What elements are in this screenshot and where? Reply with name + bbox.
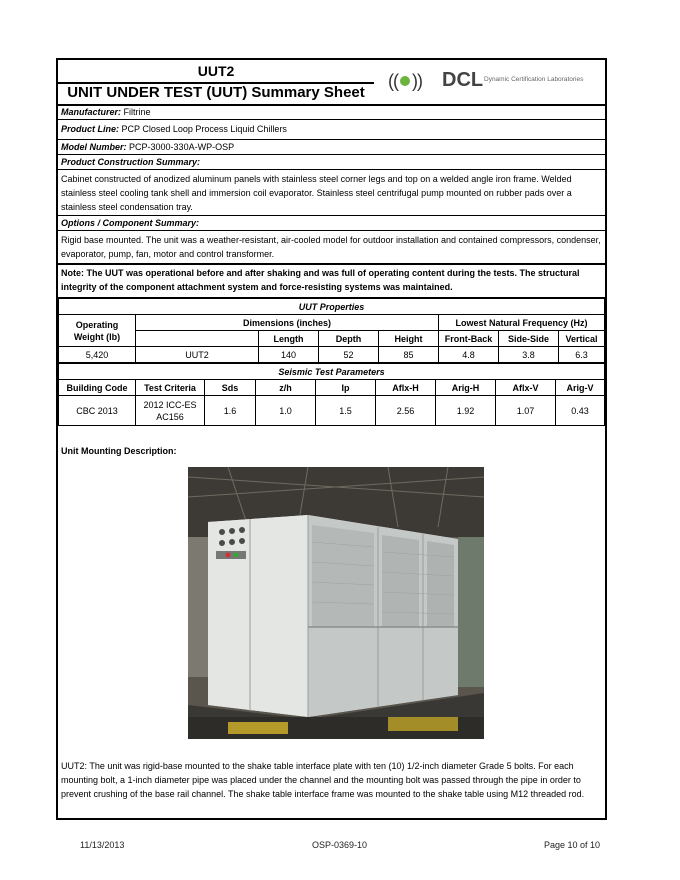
seismic-header-cell: z/h	[256, 380, 316, 396]
manufacturer-label: Manufacturer:	[61, 107, 122, 117]
dcl-logo-icon: (( ))	[388, 71, 422, 91]
uut-properties-title: UUT Properties	[59, 298, 605, 315]
seismic-value-cell: CBC 2013	[59, 396, 136, 426]
front-back-header: Front-Back	[439, 331, 499, 347]
seismic-header-cell: Building Code	[59, 380, 136, 396]
seismic-header-cell: Aflx-H	[376, 380, 436, 396]
frequency-header: Lowest Natural Frequency (Hz)	[439, 315, 605, 331]
front-back-value: 4.8	[439, 347, 499, 363]
dimensions-header: Dimensions (inches)	[136, 315, 439, 331]
model-value: PCP-3000-330A-WP-OSP	[129, 142, 235, 152]
vertical-header: Vertical	[559, 331, 605, 347]
manufacturer-row	[58, 104, 605, 119]
seismic-value-cell: 0.43	[556, 396, 605, 426]
logo-full-name: Dynamic Certification Laboratories	[484, 76, 584, 83]
logo-brand: DCL	[442, 69, 484, 91]
dimensions-blank-cell	[136, 331, 259, 347]
operating-weight-header: Operating Weight (lb)	[59, 315, 136, 347]
product-line-value: PCP Closed Loop Process Liquid Chillers	[121, 124, 287, 134]
summary-sheet	[56, 58, 607, 820]
construction-text: Cabinet constructed of anodized aluminum panels with stainless steel corner legs and top on a welded angle iron frame. Welded stainless steel cooling tank shell and immersion coil evaporator. Stainless steel centrifugal pump mounted on rubber pads over a stainless steel condensation tray.	[61, 174, 572, 212]
seismic-header-cell: Arig-V	[556, 380, 605, 396]
mounting-description: UUT2: The unit was rigid-base mounted to the shake table interface plate with ten (10) 1/2-inch diameter Grade 5 bolts. For each mounting bolt, a 1-inch diameter pipe was placed under the channel and the mounting bolt was passed through the pipe in order to prevent crushing of the base rail channel. The shake table interface frame was mounted to the shake table using M12 threaded rod.	[61, 761, 585, 799]
unit-value: UUT2	[136, 347, 259, 363]
seismic-parameters-table	[58, 363, 605, 426]
manufacturer-value: Filtrine	[123, 107, 151, 117]
options-label: Options / Component Summary:	[61, 218, 200, 228]
construction-row	[58, 169, 605, 215]
unit-photo	[188, 467, 484, 739]
construction-label-row	[58, 154, 605, 169]
weight-value: 5,420	[59, 347, 136, 363]
seismic-header-cell: Sds	[205, 380, 256, 396]
seismic-value-cell: 1.5	[316, 396, 376, 426]
options-row	[58, 230, 605, 263]
side-side-value: 3.8	[499, 347, 559, 363]
sheet-header	[58, 60, 374, 104]
dcl-logo	[376, 62, 607, 102]
seismic-value-cell: 2.56	[376, 396, 436, 426]
product-line-label: Product Line:	[61, 124, 119, 134]
length-header: Length	[259, 331, 319, 347]
chiller-photo-image	[188, 467, 484, 739]
options-label-row	[58, 215, 605, 230]
seismic-header-cell: Arig-H	[436, 380, 496, 396]
seismic-value-cell: 1.07	[496, 396, 556, 426]
model-label: Model Number:	[61, 142, 127, 152]
options-text: Rigid base mounted. The unit was a weather-resistant, air-cooled model for outdoor installation and contained compressors, condenser, evaporator, pump, fan, motor and control transformer.	[61, 235, 601, 259]
construction-label: Product Construction Summary:	[61, 157, 201, 167]
model-row	[58, 139, 605, 154]
vertical-value: 6.3	[559, 347, 605, 363]
mounting-label: Unit Mounting Description:	[61, 446, 177, 456]
seismic-value-cell: 1.0	[256, 396, 316, 426]
footer-doc-id: OSP-0369-10	[312, 840, 368, 850]
height-value: 85	[379, 347, 439, 363]
side-side-header: Side-Side	[499, 331, 559, 347]
note-row: Note: The UUT was operational before and after shaking and was full of operating content during the tests. The structural integrity of the component attachment system and force-resisting systems was maintained.	[58, 263, 605, 297]
depth-header: Depth	[319, 331, 379, 347]
info-rows	[58, 104, 605, 426]
seismic-header-cell: Test Criteria	[136, 380, 205, 396]
seismic-value-cell: 1.6	[205, 396, 256, 426]
sheet-title: UNIT UNDER TEST (UUT) Summary Sheet	[67, 84, 365, 101]
length-value: 140	[259, 347, 319, 363]
footer-date: 11/13/2013	[80, 840, 125, 850]
product-line-row	[58, 119, 605, 139]
depth-value: 52	[319, 347, 379, 363]
footer-page: Page 10 of 10	[544, 840, 601, 850]
seismic-header-cell: Ip	[316, 380, 376, 396]
height-header: Height	[379, 331, 439, 347]
uut-title: UUT2	[58, 60, 374, 84]
seismic-value-cell: 2012 ICC-ES AC156	[136, 396, 205, 426]
seismic-header-cell: Aflx-V	[496, 380, 556, 396]
seismic-title: Seismic Test Parameters	[59, 364, 605, 380]
uut-properties-table	[58, 297, 605, 363]
seismic-value-cell: 1.92	[436, 396, 496, 426]
